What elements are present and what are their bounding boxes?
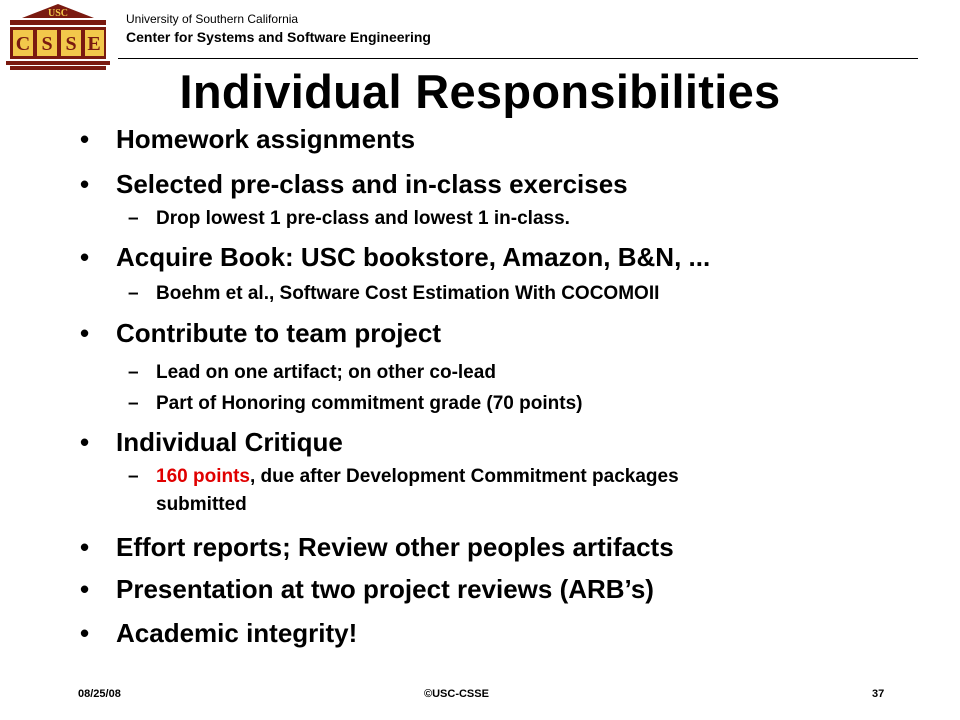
bullet-text: Presentation at two project reviews (ARB’s) xyxy=(116,574,654,604)
dash-icon: – xyxy=(128,283,139,304)
sub-bullet-text: Drop lowest 1 pre-class and lowest 1 in-class. xyxy=(156,208,570,229)
sub-bullet-text: Lead on one artifact; on other co-lead xyxy=(156,362,496,383)
university-name: University of Southern California xyxy=(126,12,299,26)
bullet-icon: • xyxy=(80,124,90,154)
footer-copyright: ©USC-CSSE xyxy=(424,688,489,700)
bullet-icon: • xyxy=(80,318,90,348)
bullet-icon: • xyxy=(80,532,90,562)
svg-text:E: E xyxy=(87,33,101,55)
svg-text:C: C xyxy=(15,33,31,55)
bullet-text: Selected pre-class and in-class exercises xyxy=(116,169,628,199)
sub-bullet-text: Part of Honoring commitment grade (70 points) xyxy=(156,393,583,414)
sub-bullet-text-rest: , due after Development Commitment packages xyxy=(249,466,679,487)
bullet-text: Contribute to team project xyxy=(116,318,442,348)
footer-date: 08/25/08 xyxy=(78,688,121,700)
dash-icon: – xyxy=(128,208,139,229)
bullet-text: Homework assignments xyxy=(116,124,416,154)
svg-text:S: S xyxy=(65,33,77,55)
center-name: Center for Systems and Software Engineering xyxy=(126,29,431,46)
bullet-text: Effort reports; Review other peoples artifacts xyxy=(116,532,674,562)
bullet-icon: • xyxy=(80,574,90,604)
bullet-text: Individual Critique xyxy=(116,427,343,457)
svg-text:S: S xyxy=(41,33,53,55)
dash-icon: – xyxy=(128,393,139,414)
bullet-icon: • xyxy=(80,618,90,648)
sub-bullet-text: Boehm et al., Software Cost Estimation With COCOMOII xyxy=(156,283,660,304)
bullet-icon: • xyxy=(80,169,90,199)
bullet-text: Academic integrity! xyxy=(116,618,358,648)
sub-bullet-text xyxy=(156,466,679,488)
bullet-icon: • xyxy=(80,242,90,272)
bullet-icon: • xyxy=(80,427,90,457)
dash-icon: – xyxy=(128,362,139,383)
slide-title: Individual Responsibilities xyxy=(179,65,781,118)
sub-bullet-text: submitted xyxy=(156,494,247,515)
dash-icon: – xyxy=(128,466,139,487)
svg-text:USC: USC xyxy=(47,8,69,19)
footer-page-number: 37 xyxy=(872,688,885,700)
bullet-text: Acquire Book: USC bookstore, Amazon, B&N, ... xyxy=(116,242,711,272)
points-highlight: 160 points xyxy=(156,466,250,487)
